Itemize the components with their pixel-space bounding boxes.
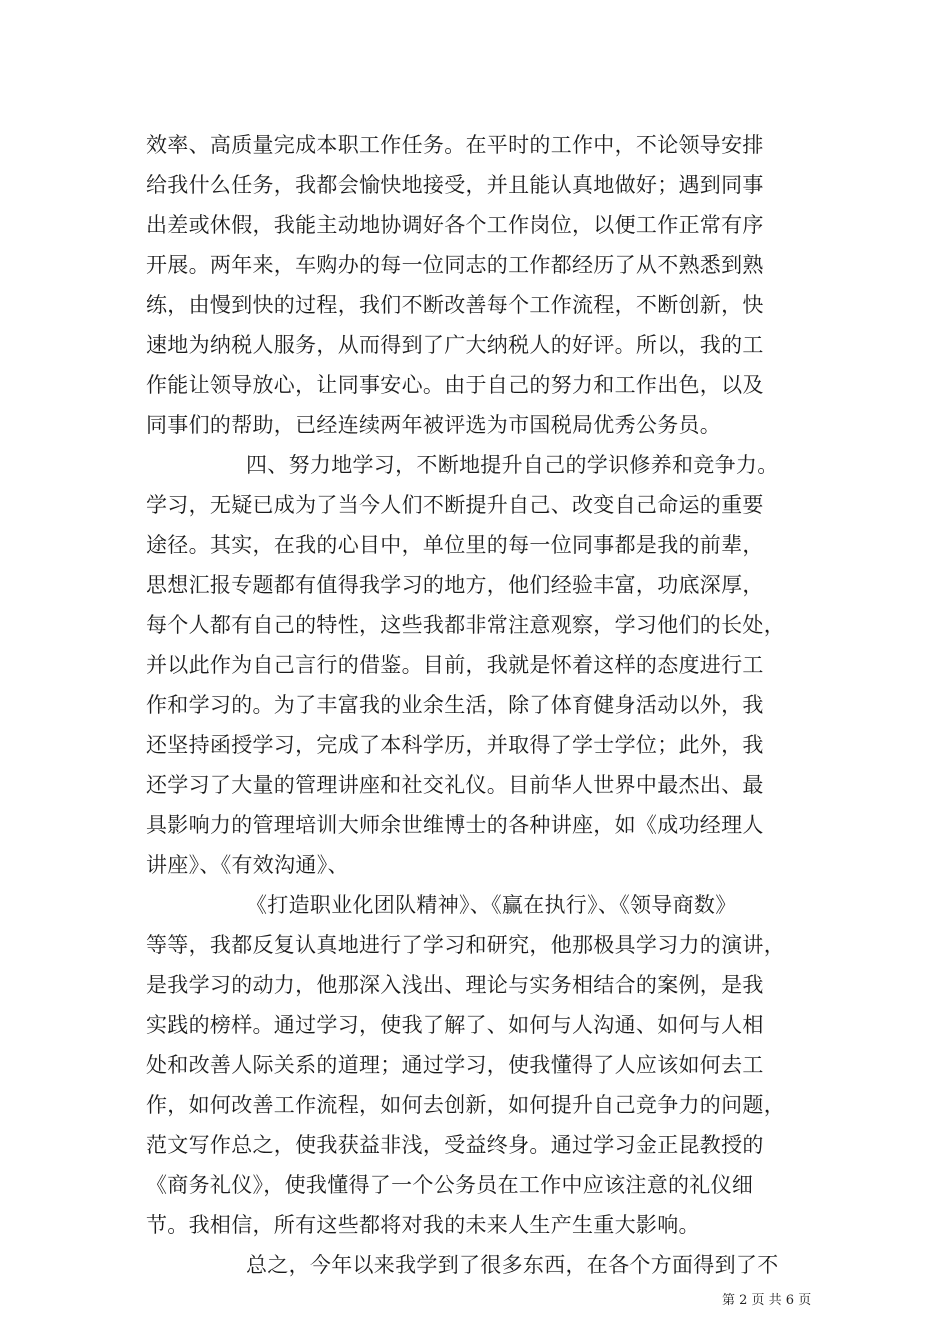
text-line: 同事们的帮助，已经连续两年被评选为市国税局优秀公务员。 — [146, 413, 722, 437]
text-line: 学习，无疑已成为了当今人们不断提升自己、改变自己命运的重要 — [146, 493, 764, 517]
text-line: 思想汇报专题都有值得我学习的地方，他们经验丰富，功底深厚， — [146, 573, 764, 597]
text-line: 实践的榜样。通过学习，使我了解了、如何与人沟通、如何与人相 — [146, 1013, 764, 1037]
text-line: 《打造职业化团队精神》、《赢在执行》、《领导商数》 — [246, 893, 737, 917]
text-line: 作和学习的。为了丰富我的业余生活，除了体育健身活动以外，我 — [146, 693, 764, 717]
text-line: 处和改善人际关系的道理；通过学习，使我懂得了人应该如何去工 — [146, 1053, 764, 1077]
text-line: 速地为纳税人服务，从而得到了广大纳税人的好评。所以，我的工 — [146, 333, 764, 357]
body-text — [146, 125, 826, 1285]
text-line: 讲座》、《有效沟通》、 — [146, 853, 349, 877]
text-line: 等等，我都反复认真地进行了学习和研究，他那极具学习力的演讲， — [146, 933, 785, 957]
text-line: 练，由慢到快的过程，我们不断改善每个工作流程，不断创新，快 — [146, 293, 764, 317]
text-line: 还学习了大量的管理讲座和社交礼仪。目前华人世界中最杰出、最 — [146, 773, 764, 797]
text-line: 总之，今年以来我学到了很多东西，在各个方面得到了不 — [246, 1253, 779, 1277]
text-line: 开展。两年来，车购办的每一位同志的工作都经历了从不熟悉到熟 — [146, 253, 764, 277]
text-line: 途径。其实，在我的心目中，单位里的每一位同事都是我的前辈， — [146, 533, 764, 557]
text-line: 出差或休假，我能主动地协调好各个工作岗位，以便工作正常有序 — [146, 213, 764, 237]
text-line: 每个人都有自己的特性，这些我都非常注意观察，学习他们的长处， — [146, 613, 785, 637]
page-number-footer: 第 2 页 共 6 页 — [722, 1293, 812, 1308]
text-line: 作能让领导放心，让同事安心。由于自己的努力和工作出色，以及 — [146, 373, 764, 397]
text-line: 还坚持函授学习，完成了本科学历，并取得了学士学位；此外，我 — [146, 733, 764, 757]
text-line: 是我学习的动力，他那深入浅出、理论与实务相结合的案例，是我 — [146, 973, 764, 997]
text-line: 作，如何改善工作流程，如何去创新，如何提升自己竞争力的问题， — [146, 1093, 785, 1117]
text-line: 范文写作总之，使我获益非浅，受益终身。通过学习金正昆教授的 — [146, 1133, 764, 1157]
text-line: 给我什么任务，我都会愉快地接受，并且能认真地做好；遇到同事 — [146, 173, 764, 197]
text-line: 《商务礼仪》，使我懂得了一个公务员在工作中应该注意的礼仪细 — [146, 1173, 754, 1197]
text-line: 节。我相信，所有这些都将对我的未来人生产生重大影响。 — [146, 1213, 700, 1237]
text-line: 效率、高质量完成本职工作任务。在平时的工作中，不论领导安排 — [146, 133, 764, 157]
section-heading: 四、努力地学习，不断地提升自己的学识修养和竞争力。 — [246, 453, 779, 477]
text-line: 具影响力的管理培训大师余世维博士的各种讲座，如《成功经理人 — [146, 813, 764, 837]
text-line: 并以此作为自己言行的借鉴。目前，我就是怀着这样的态度进行工 — [146, 653, 764, 677]
